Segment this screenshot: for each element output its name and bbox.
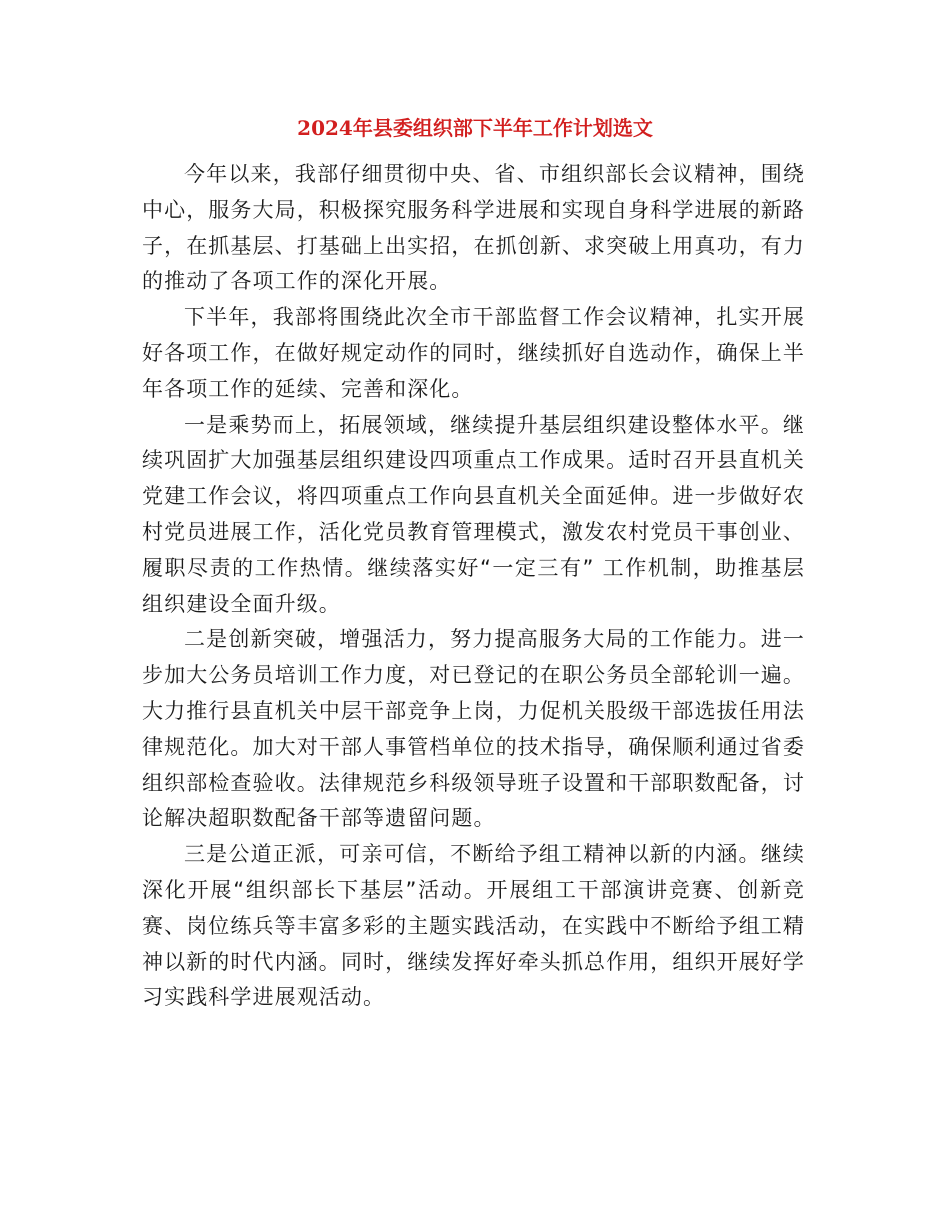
document-title: 2024年县委组织部下半年工作计划选文 — [297, 116, 653, 140]
paragraph-intro: 今年以来，我部仔细贯彻中央、省、市组织部长会议精神，围绕中心，服务大局，积极探究服务科学进展和实现自身科学进展的新路子，在抓基层、打基础上出实招，在抓创新、求突破上用真功，有力的推动了各项工作的深化开展。 — [142, 162, 805, 294]
paragraph-point-three: 三是公道正派，可亲可信，不断给予组工精神以新的内涵。继续深化开展“组织部长下基层”活动。开展组工干部演讲竞赛、创新竞赛、岗位练兵等丰富多彩的主题实践活动，在实践中不断给予组工精神以新的时代内涵。同时，继续发挥好牵头抓总作用，组织开展好学习实践科学进展观活动。 — [142, 842, 805, 1010]
paragraph-second-half-plan: 下半年，我部将围绕此次全市干部监督工作会议精神，扎实开展好各项工作，在做好规定动作的同时，继续抓好自选动作，确保上半年各项工作的延续、完善和深化。 — [142, 305, 805, 401]
document-body — [142, 157, 805, 1016]
paragraph-point-two: 二是创新突破，增强活力，努力提高服务大局的工作能力。进一步加大公务员培训工作力度，对已登记的在职公务员全部轮训一遍。大力推行县直机关中层干部竞争上岗，力促机关股级干部选拔任用法律规范化。加大对干部人事管档单位的技术指导，确保顺利通过省委组织部检查验收。法律规范乡科级领导班子设置和干部职数配备，讨论解决超职数配备干部等遗留问题。 — [142, 627, 805, 831]
paragraph-point-one: 一是乘势而上，拓展领域，继续提升基层组织建设整体水平。继续巩固扩大加强基层组织建设四项重点工作成果。适时召开县直机关党建工作会议，将四项重点工作向县直机关全面延伸。进一步做好农村党员进展工作，活化党员教育管理模式，激发农村党员干事创业、履职尽责的工作热情。继续落实好“一定三有” 工作机制，助推基层组织建设全面升级。 — [142, 412, 805, 616]
